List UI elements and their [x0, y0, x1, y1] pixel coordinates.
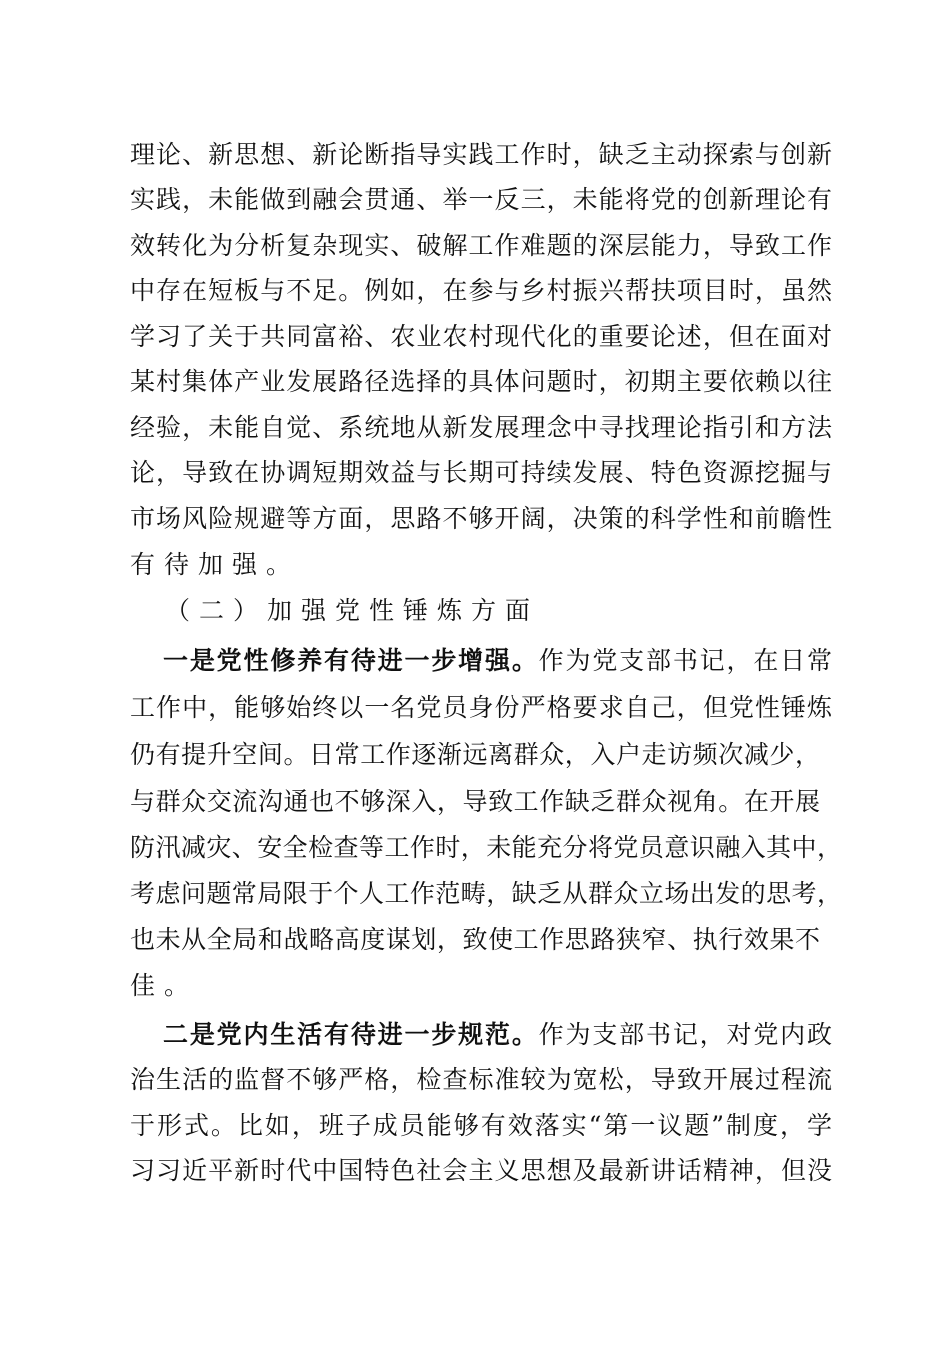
text-line: 工作中，能够始终以一名党员身份严格要求自己，但党性锤炼	[130, 693, 832, 722]
paragraph-first-line	[163, 1015, 832, 1055]
paragraph-lead-bold: 二是党内生活有待进一步规范。	[163, 1020, 539, 1049]
text-line: 理论、新思想、新论断指导实践工作时，缺乏主动探索与创新	[130, 140, 832, 169]
text-line: 效转化为分析复杂现实、破解工作难题的深层能力，导致工作	[130, 231, 832, 260]
text-line: 某村集体产业发展路径选择的具体问题时，初期主要依赖以往	[130, 367, 832, 396]
paragraph-lead-rest: 作为党支部书记，在日常	[538, 646, 832, 675]
text-line: 实践，未能做到融会贯通、举一反三，未能将党的创新理论有	[130, 185, 832, 214]
text-line: 中存在短板与不足。例如，在参与乡村振兴帮扶项目时，虽然	[130, 276, 832, 305]
text-line: 治生活的监督不够严格，检查标准较为宽松，导致开展过程流	[130, 1065, 832, 1094]
text-line: 考虑问题常局限于个人工作范畴，缺乏从群众立场出发的思考，	[130, 879, 842, 908]
text-line: 防汛减灾、安全检查等工作时，未能充分将党员意识融入其中，	[130, 833, 842, 862]
text-line: 也未从全局和战略高度谋划，致使工作思路狭窄、执行效果不	[130, 925, 820, 954]
text-line: 与群众交流沟通也不够深入，导致工作缺乏群众视角。在开展	[130, 787, 820, 816]
text-line: 仍有提升空间。日常工作逐渐远离群众，入户走访频次减少，	[130, 740, 820, 769]
text-line: 市场风险规避等方面，思路不够开阔，决策的科学性和前瞻性	[130, 504, 832, 533]
paragraph-lead-rest: 作为支部书记，对党内政	[538, 1020, 832, 1049]
text-line: 于形式。比如，班子成员能够有效落实“第一议题”制度，学	[130, 1111, 832, 1140]
text-line: 论，导致在协调短期效益与长期可持续发展、特色资源挖掘与	[130, 458, 832, 487]
text-line: 有待加强。	[130, 550, 301, 579]
text-line: 经验，未能自觉、系统地从新发展理念中寻找理论指引和方法	[130, 413, 832, 442]
text-line: 习习近平新时代中国特色社会主义思想及最新讲话精神，但没	[130, 1156, 832, 1185]
paragraph-lead-bold: 一是党性修养有待进一步增强。	[163, 646, 539, 675]
text-line: 学习了关于共同富裕、农业农村现代化的重要论述，但在面对	[130, 322, 832, 351]
section-heading: （二）加强党性锤炼方面	[165, 596, 540, 625]
text-line: 佳。	[130, 971, 199, 1000]
paragraph-first-line	[163, 641, 832, 681]
